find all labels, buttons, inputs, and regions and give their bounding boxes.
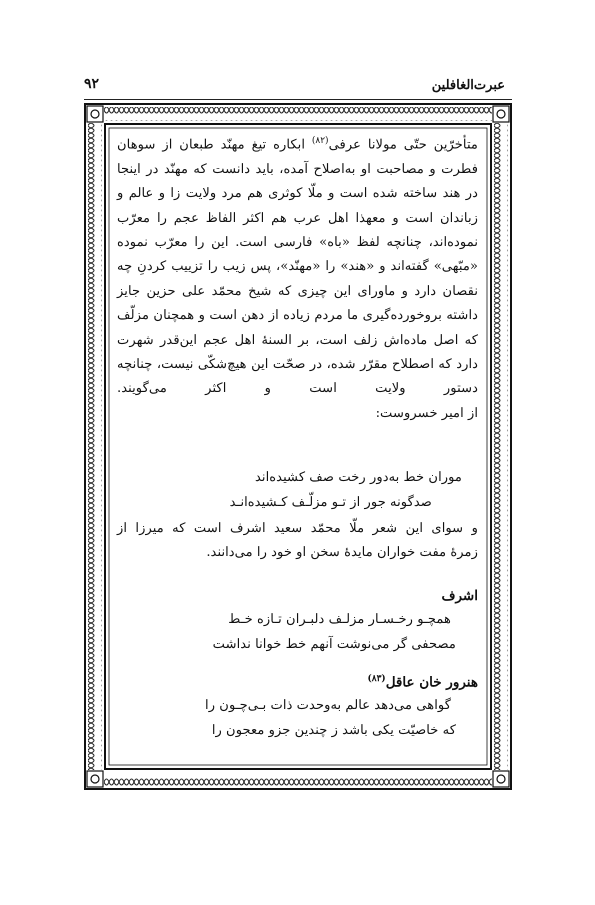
text-line: این‌قدر شهرت دارد که اصطلاح مقرّر شده، در صحّت این [117, 332, 478, 373]
text-line: هیچ‌شکّی نیست، چنانچه دستور ولایت است و اکثر می‌گویند. [117, 357, 478, 397]
text-line: ابکاره تیغ مهنّد طبعان از سوهان [117, 137, 312, 153]
footnote-marker: (۸۳) [367, 674, 386, 684]
text-line: همچنان مزلّف که اصل ماده‌اش زلف است، بر السنهٔ اهل عجم [117, 308, 478, 348]
footnote-marker: (۸۲) [311, 136, 329, 146]
heading-hunarvar [367, 674, 478, 691]
text-line: از امیر خسروست: [375, 405, 478, 421]
text-line: فطرت و مصاحبت او به‌اصلاح آمده، باید دانست که مهنّد در [146, 161, 478, 177]
text-line: حزین جایز داشته بروخورده‌گیری ما مردم زیاده از دهن است و [117, 283, 478, 324]
verse-2-line-1: همچـو رخـسـار مزلـف دلبـران تـازه خـط [228, 612, 451, 627]
page-number: ۹۲ [84, 76, 100, 92]
paragraph-1 [117, 129, 478, 402]
paragraph-2-line-2 [117, 541, 478, 565]
text-line: کردنِ چه نقصان دارد و ماورای این چیزی که شیخ محمّد علی [117, 259, 479, 299]
text-line: متأخرّین حتّی مولانا عرفی [328, 137, 478, 153]
main-text-block [117, 129, 478, 426]
text-line: عالم و زباندان است و معهذا اهل عرب هم اکثر الفاظ عجم را [117, 186, 478, 226]
paragraph-2 [117, 517, 478, 566]
poet-name: هنرور خان عاقل [385, 674, 478, 691]
text-line: معرّب نموده‌اند، چنانچه لفظ «باه» فارسی است. این را معرّب [117, 210, 478, 251]
paragraph-1-end [117, 402, 478, 426]
verse-2-line-2: مصحفی گر می‌نوشت آنهم خط خوانا نداشت [212, 637, 456, 652]
verse-1-line-1: موران خط به‌دور رخت صف کشیده‌اند [254, 470, 462, 485]
header-rule [84, 99, 512, 100]
text-line: نموده «مبّهی» گفته‌اند و «هند» را «مهنّد»، پس زیب را تزییب [117, 235, 478, 275]
verse-1-line-2: صدگونه جور از تـو مزلّـف کـشیده‌انـد [229, 495, 432, 510]
heading-ashraf: اشرف [441, 588, 478, 604]
text-line: و سوای این شعر ملّا محمّد سعید اشرف است که میرزا از [117, 521, 478, 536]
running-header-title: عبرت‌الغافلین [431, 78, 505, 93]
text-line: زمرهٔ مفت خواران مایدهٔ سخن او خود را می‌دانند. [206, 545, 478, 561]
paragraph-2-line-1 [117, 517, 478, 541]
verse-3-line-2: که خاصیّت یکی باشد ز چندین جزو معجون را [211, 723, 456, 738]
verse-3-line-1: گواهی می‌دهد عالم به‌وحدت ذات بـی‌چـون را [205, 698, 451, 713]
text-line: اینجا در هند ساخته شده است و ملّا کوثری هم مرد ولایت زا و [117, 161, 478, 202]
